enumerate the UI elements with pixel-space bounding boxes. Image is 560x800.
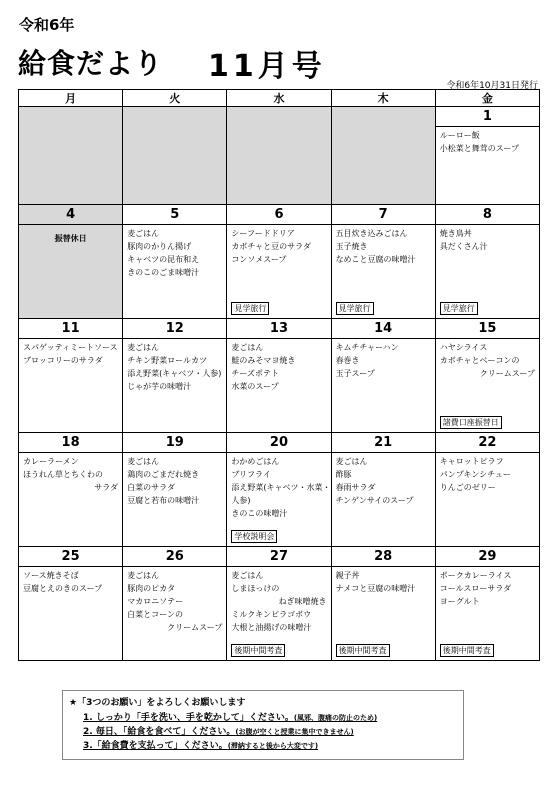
request-item: 1. しっかり「手を洗い、手を乾かして」ください。(風邪、腹痛の防止のため): [83, 713, 378, 723]
day-number: 13: [227, 319, 330, 339]
menu-list: [332, 339, 435, 382]
menu-list: [123, 567, 226, 636]
day-number: 19: [123, 433, 226, 453]
calendar-day-cell: [331, 319, 435, 433]
menu-item: 豆腐とえのきのスープ: [23, 584, 103, 593]
event-note: 後期中間考査: [336, 644, 390, 657]
calendar-body: [19, 107, 540, 661]
calendar-day-cell: [227, 547, 331, 661]
calendar-day-cell: [123, 205, 227, 319]
day-number: 6: [227, 205, 330, 225]
menu-item: 麦ごはん: [231, 343, 264, 352]
menu-item: ソース焼きそば: [23, 571, 79, 580]
menu-item: ねぎ味噌焼き: [278, 597, 327, 606]
day-number: 12: [123, 319, 226, 339]
weekday-thu: 木: [331, 90, 435, 107]
menu-item: コールスローサラダ: [439, 584, 512, 593]
menu-list: [19, 339, 122, 369]
day-number: 4: [19, 205, 122, 225]
menu-list: [123, 453, 226, 509]
menu-item: 五目炊き込みごはん: [335, 229, 408, 238]
menu-item: カレーラーメン: [23, 457, 79, 466]
weekday-wed: 水: [227, 90, 331, 107]
menu-item: スパゲッティミートソース: [23, 343, 118, 352]
menu-item: 豚肉のかりん揚げ: [127, 242, 192, 251]
calendar-day-cell: [331, 433, 435, 547]
requests-heading: ★「3つのお願い」をよろしくお願いします: [69, 698, 246, 708]
event-note: 後期中間考査: [231, 644, 285, 657]
day-number: 27: [227, 547, 330, 567]
weekday-header-row: [19, 90, 540, 107]
menu-item: ルーロー飯: [439, 131, 480, 140]
menu-item: 鮭のみそマヨ焼き: [231, 356, 296, 365]
menu-item: ミルクキンピラゴボウ: [231, 610, 312, 619]
calendar-week-row: [19, 205, 540, 319]
calendar-day-cell: [331, 547, 435, 661]
event-note: 諸費口座振替日: [440, 416, 502, 429]
day-number: 7: [332, 205, 435, 225]
menu-item: ブロッコリーのサラダ: [23, 356, 103, 365]
menu-item: 酢豚: [335, 470, 352, 479]
menu-item: じゃが芋の味噌汁: [127, 382, 192, 391]
menu-item: ナメコと豆腐の味噌汁: [335, 584, 416, 593]
day-number: 25: [19, 547, 122, 567]
menu-item: パンプキンシチュー: [439, 470, 511, 479]
menu-calendar: [18, 89, 540, 661]
day-number: 8: [436, 205, 539, 225]
calendar-day-cell: [19, 319, 123, 433]
menu-item: 添え野菜(キャベツ・人参): [127, 369, 222, 378]
menu-item: 大根と油揚げの味噌汁: [231, 623, 312, 632]
menu-item: キャベツの昆布和え: [127, 255, 200, 264]
calendar-week-row: [19, 433, 540, 547]
calendar-day-cell: [435, 107, 539, 205]
menu-list: [332, 567, 435, 597]
menu-item: 春雨サラダ: [335, 483, 376, 492]
menu-item: 豆腐と若布の味噌汁: [127, 496, 200, 505]
holiday-label: 振替休日: [54, 234, 87, 243]
menu-item: シーフードドリア: [231, 229, 295, 238]
menu-item: 具だくさん汁: [439, 242, 488, 251]
menu-item: サラダ: [94, 483, 119, 492]
menu-item: 麦ごはん: [127, 343, 160, 352]
menu-list: [332, 225, 435, 268]
event-note: 見学旅行: [231, 302, 269, 315]
menu-item: 水菜のスープ: [231, 382, 279, 391]
menu-item: わかめごはん: [231, 457, 280, 466]
menu-item: なめこと豆腐の味噌汁: [335, 255, 416, 264]
menu-list: [227, 225, 330, 268]
calendar-day-cell: [227, 433, 331, 547]
menu-item: 玉子スープ: [335, 369, 375, 378]
calendar-day-cell: [19, 205, 123, 319]
menu-item: 玉子焼き: [335, 242, 368, 251]
calendar-day-cell: [123, 433, 227, 547]
calendar-day-cell: [435, 433, 539, 547]
menu-list: [436, 567, 539, 610]
menu-list: [227, 107, 330, 111]
day-number: 11: [19, 319, 122, 339]
issue-label: 11月号: [208, 49, 326, 84]
menu-item: しまほっけの: [231, 584, 280, 593]
menu-list: [436, 453, 539, 496]
event-note: 学校説明会: [231, 530, 277, 543]
menu-item: カボチャと豆のサラダ: [231, 242, 312, 251]
menu-item: 麦ごはん: [127, 571, 160, 580]
menu-item: ハヤシライス: [439, 343, 488, 352]
event-note: 見学旅行: [440, 302, 478, 315]
menu-item: キムチチャーハン: [335, 343, 399, 352]
menu-item: 人参): [231, 496, 251, 505]
calendar-week-row: [19, 319, 540, 433]
event-note: 後期中間考査: [440, 644, 494, 657]
day-number: 26: [123, 547, 226, 567]
menu-list: [123, 339, 226, 395]
menu-item: クリームスープ: [167, 623, 223, 632]
newsletter-title: 給食だより: [18, 47, 164, 80]
request-item: 3.「給食費を支払って」ください。(滞納すると後から大変です): [83, 741, 319, 751]
calendar-day-cell: [331, 205, 435, 319]
menu-item: 麦ごはん: [335, 457, 368, 466]
menu-list: [19, 107, 122, 111]
calendar-day-cell: [19, 433, 123, 547]
menu-item: ポークカレーライス: [439, 571, 512, 580]
menu-item: 白菜のサラダ: [127, 483, 176, 492]
day-number: 1: [436, 107, 539, 127]
day-number: 5: [123, 205, 226, 225]
menu-item: 親子丼: [335, 571, 360, 580]
calendar-day-cell: [227, 107, 331, 205]
day-number: 15: [436, 319, 539, 339]
request-item: 2. 毎日、「給食を食べて」ください。(お腹が空くと授業に集中できません): [83, 727, 354, 737]
requests-box: [62, 690, 464, 760]
day-number: 18: [19, 433, 122, 453]
menu-item: 添え野菜(キャベツ・水菜・: [231, 483, 331, 492]
menu-item: きのこのごま味噌汁: [127, 268, 200, 277]
calendar-day-cell: [19, 547, 123, 661]
menu-list: [227, 567, 330, 636]
weekday-tue: 火: [123, 90, 227, 107]
publication-date: 令和6年10月31日発行: [446, 81, 538, 91]
menu-item: ほうれん草とちくわの: [23, 470, 103, 479]
era-label: 令和6年: [19, 16, 75, 34]
menu-item: カボチャとベーコンの: [439, 356, 520, 365]
menu-list: [227, 339, 330, 395]
menu-item: コンソメスープ: [231, 255, 287, 264]
menu-item: りんごのゼリー: [439, 483, 496, 492]
menu-item: 麦ごはん: [231, 571, 264, 580]
menu-item: チキン野菜ロールカツ: [127, 356, 207, 365]
day-number: 29: [436, 547, 539, 567]
day-number: 20: [227, 433, 330, 453]
menu-item: 豚肉のピカタ: [127, 584, 176, 593]
menu-list: [436, 339, 539, 382]
menu-list: [332, 453, 435, 509]
menu-item: ヨーグルト: [439, 597, 480, 606]
menu-item: チンゲンサイのスープ: [335, 496, 414, 505]
menu-item: クリームスープ: [479, 369, 535, 378]
menu-list: [123, 107, 226, 111]
day-number: 28: [332, 547, 435, 567]
menu-list: [332, 107, 435, 111]
menu-item: きのこの味噌汁: [231, 509, 288, 518]
day-number: 14: [332, 319, 435, 339]
calendar-day-cell: [19, 107, 123, 205]
weekday-fri: 金: [435, 90, 539, 107]
menu-list: [227, 453, 330, 522]
calendar-day-cell: [435, 205, 539, 319]
menu-item: 白菜とコーンの: [127, 610, 184, 619]
event-note: 見学旅行: [336, 302, 374, 315]
menu-list: [123, 225, 226, 281]
menu-item: チーズポテト: [231, 369, 279, 378]
menu-item: 焼き鳥丼: [439, 229, 472, 238]
calendar-day-cell: [435, 547, 539, 661]
calendar-day-cell: [227, 319, 331, 433]
weekday-mon: 月: [19, 90, 123, 107]
calendar-week-row: [19, 547, 540, 661]
menu-item: 麦ごはん: [127, 457, 160, 466]
menu-list: [436, 127, 539, 157]
menu-item: 麦ごはん: [127, 229, 160, 238]
day-number: 21: [332, 433, 435, 453]
calendar-day-cell: [123, 547, 227, 661]
menu-item: マカロニソテー: [127, 597, 184, 606]
calendar-day-cell: [331, 107, 435, 205]
menu-list: [19, 453, 122, 496]
menu-list: [19, 567, 122, 597]
menu-list: [19, 244, 122, 248]
calendar-day-cell: [123, 319, 227, 433]
calendar-day-cell: [123, 107, 227, 205]
day-number: 22: [436, 433, 539, 453]
menu-item: 春巻き: [335, 356, 360, 365]
menu-item: 鶏肉のごまだれ焼き: [127, 470, 200, 479]
menu-list: [436, 225, 539, 255]
menu-item: ブリフライ: [231, 470, 271, 479]
calendar-day-cell: [435, 319, 539, 433]
calendar-day-cell: [227, 205, 331, 319]
calendar-week-row: [19, 107, 540, 205]
menu-item: キャロットピラフ: [439, 457, 504, 466]
menu-item: 小松菜と舞茸のスープ: [439, 144, 519, 153]
